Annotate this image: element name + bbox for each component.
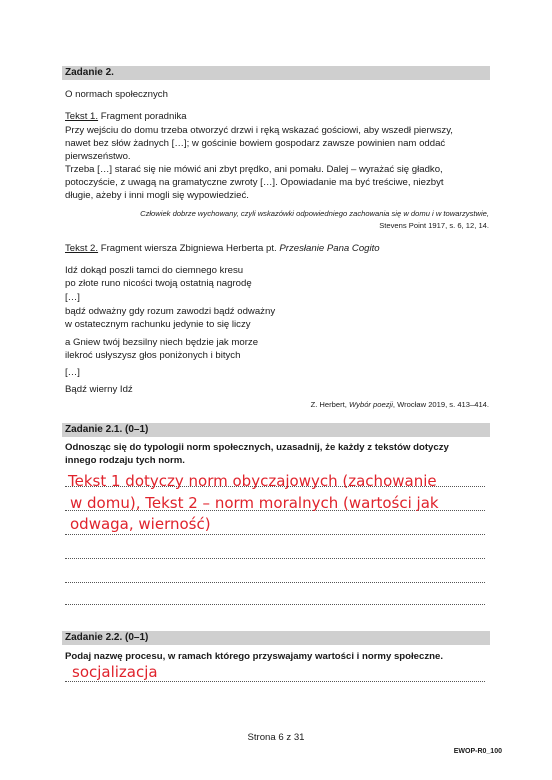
- task22-instruction: Podaj nazwę procesu, w ramach którego przyswajamy wartości i normy społeczne.: [65, 651, 444, 662]
- answer-line[interactable]: [65, 534, 485, 535]
- task2-heading: Zadanie 2.: [62, 66, 490, 80]
- poem-line: a Gniew twój bezsilny niech będzie jak morze: [65, 337, 259, 348]
- poem-line: […]: [65, 292, 80, 303]
- text2-title-prefix: Fragment wiersza Zbigniewa Herberta pt.: [100, 243, 277, 254]
- text1-line: długie, ażeby i inni mogli się wypowiedzieć.: [65, 190, 249, 201]
- text2-source-author: Z. Herbert,: [310, 400, 347, 409]
- text1-line: Przy wejściu do domu trzeba otworzyć drzwi i ręką wskazać gościowi, aby wszedł pierwszy,: [65, 125, 453, 136]
- text2-source-book: Wybór poezji: [349, 400, 393, 409]
- text2-source: [311, 399, 489, 410]
- answer-line[interactable]: [65, 582, 485, 583]
- text1-label: Tekst 1.: [65, 111, 99, 122]
- text2-header: [65, 242, 380, 255]
- poem-line: Bądź wierny Idź: [65, 384, 133, 395]
- task22-heading: Zadanie 2.2. (0–1): [62, 631, 490, 645]
- answer-line[interactable]: [65, 558, 485, 559]
- poem-line: w ostatecznym rachunku jedynie to się liczy: [65, 319, 251, 330]
- text1-line: Trzeba […] starać się nie mówić ani zbyt prędko, ani pomału. Dalej – wyrażać się gładko,: [65, 164, 443, 175]
- task2-topic: O normach społecznych: [65, 89, 168, 100]
- poem-line: bądź odważny gdy rozum zawodzi bądź odważny: [65, 306, 276, 317]
- text1-source-pub: Stevens Point 1917, s. 6, 12, 14.: [379, 221, 489, 230]
- text1-line: pierwszeństwo.: [65, 151, 131, 162]
- text1-line: nawet bez słów żadnych […]; w gościnie bowiem gospodarz zawsze powinien nam oddać: [65, 138, 446, 149]
- text1-line: potoczyście, z uwagą na gramatyczne zwroty […]. Opowiadanie ma być treściwe, niezbyt: [65, 177, 444, 188]
- task21-instruction-line1: Odnosząc się do typologii norm społecznych, uzasadnij, że każdy z tekstów dotyczy: [65, 442, 449, 453]
- text1-title: Fragment poradnika: [100, 111, 187, 122]
- poem-line: po złote runo nicości twoją ostatnią nagrodę: [65, 278, 252, 289]
- text1-source-title: Człowiek dobrze wychowany, czyli wskazówki odpowiedniego zachowania się w domu i w towarzystwie,: [140, 209, 489, 218]
- text2-title-italic: Przesłanie Pana Cogito: [279, 243, 380, 254]
- task21-heading: Zadanie 2.1. (0–1): [62, 423, 490, 437]
- task21-answer-line1: Tekst 1 dotyczy norm obyczajowych (zachowanie: [68, 472, 437, 490]
- exam-code: EWOP-R0_100: [453, 748, 502, 755]
- task21-instruction-line2: innego rodzaju tych norm.: [65, 455, 185, 466]
- poem-line: ilekroć usłyszysz głos poniżonych i bitych: [65, 350, 241, 361]
- poem-line: Idź dokąd poszli tamci do ciemnego kresu: [65, 265, 244, 276]
- answer-line[interactable]: [65, 604, 485, 605]
- text2-label: Tekst 2.: [65, 243, 99, 254]
- text1-header: [65, 110, 187, 123]
- text2-source-pub: , Wrocław 2019, s. 413–414.: [392, 400, 489, 409]
- page-number: Strona 6 z 31: [247, 732, 305, 743]
- task22-answer: socjalizacja: [72, 663, 158, 681]
- task21-answer-line3: odwaga, wierność): [70, 515, 211, 533]
- poem-line: […]: [65, 367, 80, 378]
- task21-answer-line2: w domu), Tekst 2 – norm moralnych (wartości jak: [70, 494, 439, 512]
